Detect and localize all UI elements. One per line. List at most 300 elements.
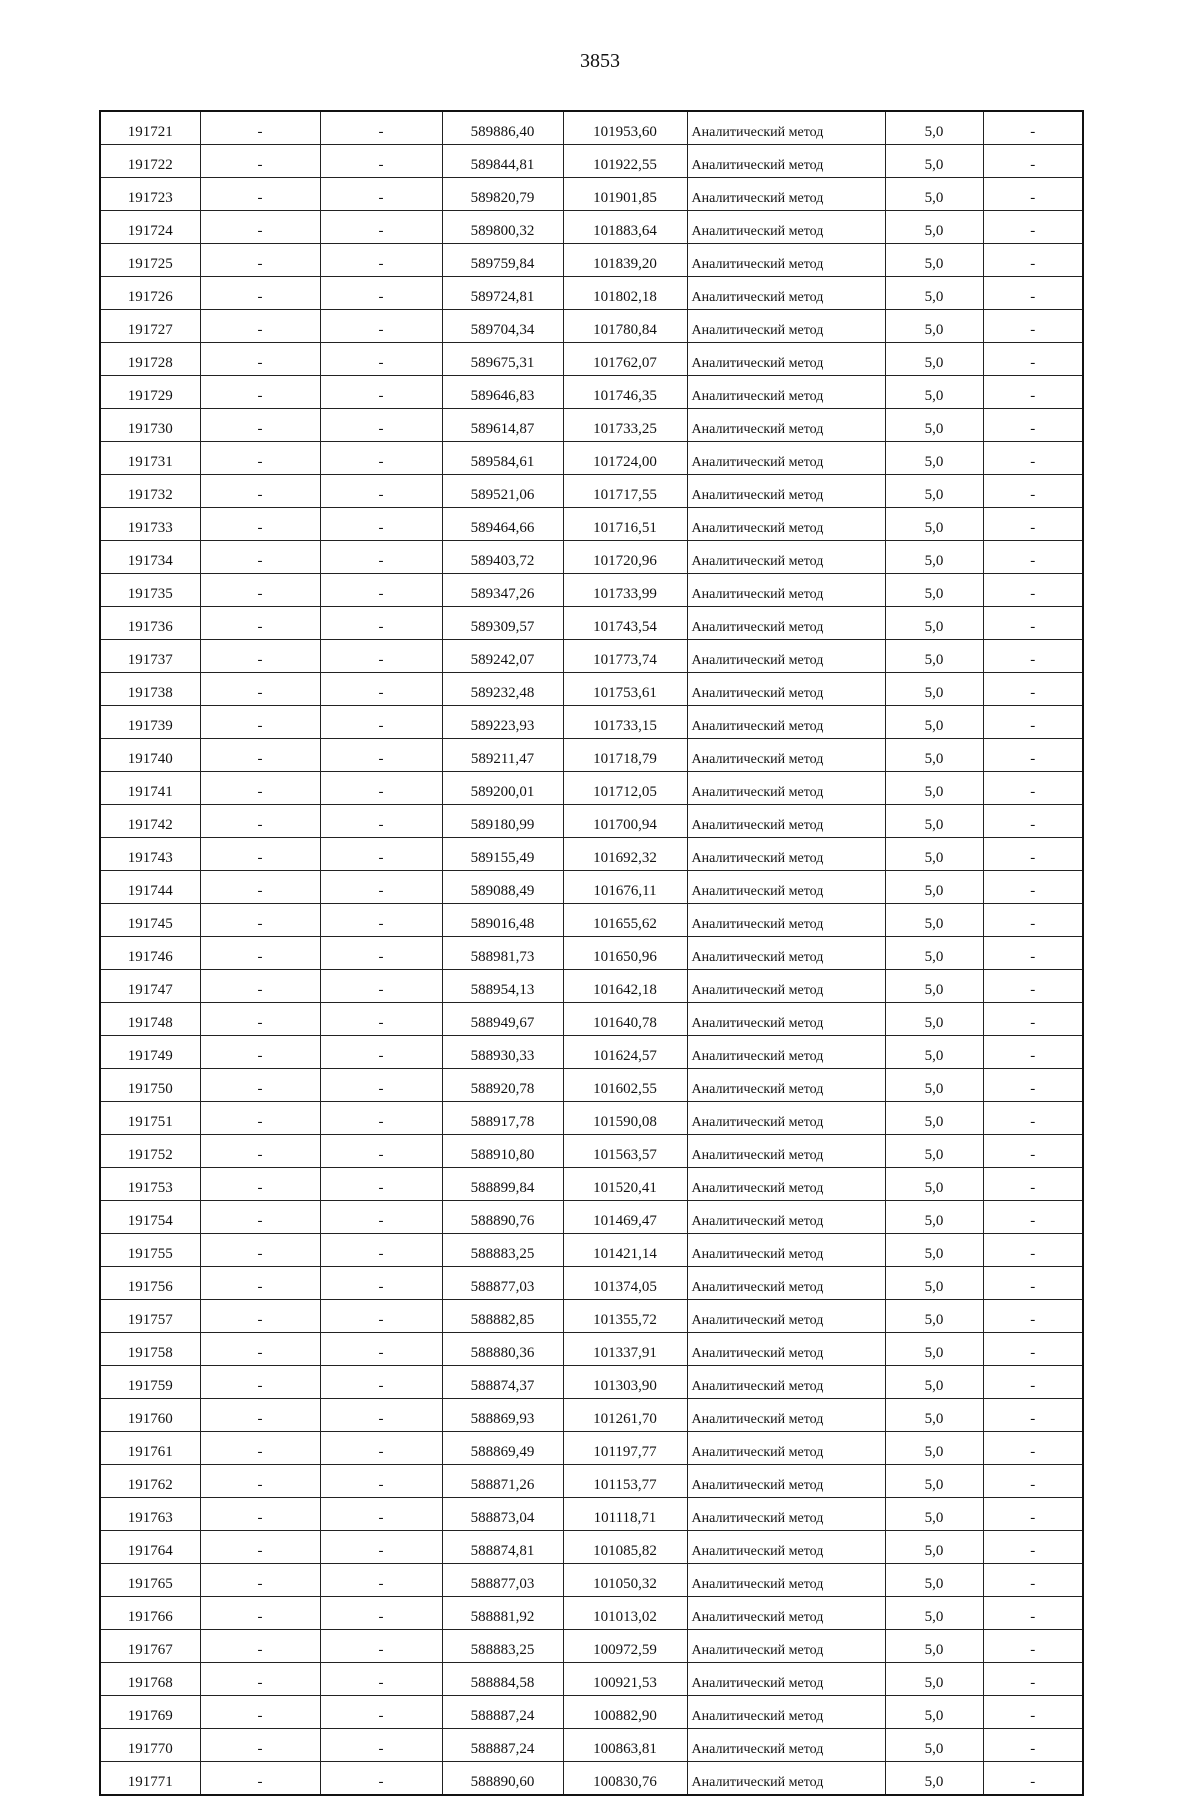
accuracy-cell: 5,0 [885,1498,983,1531]
table-row [100,1630,1083,1663]
method-cell: Аналитический метод [687,1234,885,1267]
x-coordinate-cell: 589844,81 [442,145,563,178]
point-number-cell: 191727 [100,310,200,343]
point-number-cell: 191771 [100,1762,200,1796]
empty-cell: - [983,1663,1083,1696]
empty-cell: - [320,1036,442,1069]
empty-cell: - [320,244,442,277]
accuracy-cell: 5,0 [885,1168,983,1201]
accuracy-cell: 5,0 [885,178,983,211]
y-coordinate-cell: 101197,77 [563,1432,687,1465]
empty-cell: - [320,111,442,145]
empty-cell: - [200,541,320,574]
x-coordinate-cell: 588930,33 [442,1036,563,1069]
table-row [100,1333,1083,1366]
empty-cell: - [983,1201,1083,1234]
point-number-cell: 191750 [100,1069,200,1102]
y-coordinate-cell: 101469,47 [563,1201,687,1234]
table-row [100,1069,1083,1102]
empty-cell: - [200,1366,320,1399]
point-number-cell: 191745 [100,904,200,937]
y-coordinate-cell: 101085,82 [563,1531,687,1564]
empty-cell: - [983,937,1083,970]
accuracy-cell: 5,0 [885,1465,983,1498]
x-coordinate-cell: 589584,61 [442,442,563,475]
empty-cell: - [983,673,1083,706]
accuracy-cell: 5,0 [885,211,983,244]
empty-cell: - [200,244,320,277]
x-coordinate-cell: 589232,48 [442,673,563,706]
accuracy-cell: 5,0 [885,1399,983,1432]
y-coordinate-cell: 101374,05 [563,1267,687,1300]
empty-cell: - [320,871,442,904]
accuracy-cell: 5,0 [885,1003,983,1036]
point-number-cell: 191742 [100,805,200,838]
y-coordinate-cell: 101743,54 [563,607,687,640]
empty-cell: - [200,871,320,904]
x-coordinate-cell: 588910,80 [442,1135,563,1168]
point-number-cell: 191759 [100,1366,200,1399]
empty-cell: - [200,1564,320,1597]
accuracy-cell: 5,0 [885,475,983,508]
empty-cell: - [983,376,1083,409]
empty-cell: - [200,673,320,706]
empty-cell: - [320,805,442,838]
empty-cell: - [983,1333,1083,1366]
table-row [100,409,1083,442]
empty-cell: - [200,145,320,178]
x-coordinate-cell: 588882,85 [442,1300,563,1333]
accuracy-cell: 5,0 [885,145,983,178]
x-coordinate-cell: 588920,78 [442,1069,563,1102]
empty-cell: - [200,1465,320,1498]
method-cell: Аналитический метод [687,145,885,178]
accuracy-cell: 5,0 [885,1432,983,1465]
accuracy-cell: 5,0 [885,1267,983,1300]
x-coordinate-cell: 589180,99 [442,805,563,838]
empty-cell: - [983,111,1083,145]
method-cell: Аналитический метод [687,1135,885,1168]
method-cell: Аналитический метод [687,1465,885,1498]
y-coordinate-cell: 101563,57 [563,1135,687,1168]
x-coordinate-cell: 589242,07 [442,640,563,673]
table-row [100,1102,1083,1135]
empty-cell: - [320,442,442,475]
point-number-cell: 191736 [100,607,200,640]
method-cell: Аналитический метод [687,1630,885,1663]
empty-cell: - [320,1267,442,1300]
accuracy-cell: 5,0 [885,739,983,772]
point-number-cell: 191722 [100,145,200,178]
empty-cell: - [983,1399,1083,1432]
y-coordinate-cell: 100972,59 [563,1630,687,1663]
point-number-cell: 191744 [100,871,200,904]
empty-cell: - [983,1696,1083,1729]
point-number-cell: 191725 [100,244,200,277]
accuracy-cell: 5,0 [885,805,983,838]
table-row [100,1696,1083,1729]
empty-cell: - [320,1102,442,1135]
empty-cell: - [200,1663,320,1696]
x-coordinate-cell: 589155,49 [442,838,563,871]
accuracy-cell: 5,0 [885,640,983,673]
point-number-cell: 191751 [100,1102,200,1135]
accuracy-cell: 5,0 [885,244,983,277]
accuracy-cell: 5,0 [885,1036,983,1069]
empty-cell: - [320,1333,442,1366]
empty-cell: - [320,1069,442,1102]
point-number-cell: 191743 [100,838,200,871]
empty-cell: - [983,1729,1083,1762]
method-cell: Аналитический метод [687,277,885,310]
empty-cell: - [320,1168,442,1201]
method-cell: Аналитический метод [687,904,885,937]
method-cell: Аналитический метод [687,871,885,904]
y-coordinate-cell: 100921,53 [563,1663,687,1696]
empty-cell: - [200,1036,320,1069]
x-coordinate-cell: 589200,01 [442,772,563,805]
point-number-cell: 191765 [100,1564,200,1597]
table-row [100,607,1083,640]
y-coordinate-cell: 101602,55 [563,1069,687,1102]
y-coordinate-cell: 100882,90 [563,1696,687,1729]
empty-cell: - [983,508,1083,541]
empty-cell: - [200,1201,320,1234]
point-number-cell: 191737 [100,640,200,673]
accuracy-cell: 5,0 [885,673,983,706]
empty-cell: - [983,475,1083,508]
method-cell: Аналитический метод [687,640,885,673]
table-row [100,310,1083,343]
point-number-cell: 191757 [100,1300,200,1333]
accuracy-cell: 5,0 [885,343,983,376]
table-row [100,739,1083,772]
table-row [100,1036,1083,1069]
table-row [100,706,1083,739]
accuracy-cell: 5,0 [885,1069,983,1102]
empty-cell: - [200,1729,320,1762]
table-row [100,970,1083,1003]
x-coordinate-cell: 588874,37 [442,1366,563,1399]
empty-cell: - [320,178,442,211]
accuracy-cell: 5,0 [885,376,983,409]
empty-cell: - [983,1267,1083,1300]
method-cell: Аналитический метод [687,409,885,442]
empty-cell: - [200,111,320,145]
point-number-cell: 191735 [100,574,200,607]
empty-cell: - [983,1003,1083,1036]
point-number-cell: 191767 [100,1630,200,1663]
accuracy-cell: 5,0 [885,706,983,739]
empty-cell: - [983,871,1083,904]
empty-cell: - [200,970,320,1003]
accuracy-cell: 5,0 [885,1333,983,1366]
x-coordinate-cell: 588880,36 [442,1333,563,1366]
empty-cell: - [983,1498,1083,1531]
method-cell: Аналитический метод [687,508,885,541]
empty-cell: - [983,970,1083,1003]
x-coordinate-cell: 588883,25 [442,1234,563,1267]
table-row [100,871,1083,904]
accuracy-cell: 5,0 [885,1762,983,1796]
x-coordinate-cell: 588881,92 [442,1597,563,1630]
empty-cell: - [320,1135,442,1168]
y-coordinate-cell: 101337,91 [563,1333,687,1366]
table-row [100,1564,1083,1597]
y-coordinate-cell: 101901,85 [563,178,687,211]
method-cell: Аналитический метод [687,310,885,343]
y-coordinate-cell: 101153,77 [563,1465,687,1498]
empty-cell: - [320,1003,442,1036]
empty-cell: - [983,1531,1083,1564]
accuracy-cell: 5,0 [885,904,983,937]
empty-cell: - [320,1597,442,1630]
y-coordinate-cell: 101640,78 [563,1003,687,1036]
empty-cell: - [320,1696,442,1729]
x-coordinate-cell: 588873,04 [442,1498,563,1531]
method-cell: Аналитический метод [687,1498,885,1531]
method-cell: Аналитический метод [687,1399,885,1432]
method-cell: Аналитический метод [687,1333,885,1366]
empty-cell: - [200,937,320,970]
y-coordinate-cell: 101753,61 [563,673,687,706]
method-cell: Аналитический метод [687,1531,885,1564]
empty-cell: - [983,904,1083,937]
x-coordinate-cell: 588890,76 [442,1201,563,1234]
x-coordinate-cell: 589675,31 [442,343,563,376]
method-cell: Аналитический метод [687,970,885,1003]
empty-cell: - [200,1432,320,1465]
empty-cell: - [320,838,442,871]
method-cell: Аналитический метод [687,1300,885,1333]
table-row [100,111,1083,145]
y-coordinate-cell: 101642,18 [563,970,687,1003]
table-row [100,1663,1083,1696]
point-number-cell: 191770 [100,1729,200,1762]
y-coordinate-cell: 101692,32 [563,838,687,871]
empty-cell: - [320,310,442,343]
table-row [100,343,1083,376]
x-coordinate-cell: 589614,87 [442,409,563,442]
accuracy-cell: 5,0 [885,508,983,541]
empty-cell: - [983,244,1083,277]
x-coordinate-cell: 588877,03 [442,1267,563,1300]
method-cell: Аналитический метод [687,1762,885,1796]
x-coordinate-cell: 588949,67 [442,1003,563,1036]
accuracy-cell: 5,0 [885,970,983,1003]
point-number-cell: 191729 [100,376,200,409]
x-coordinate-cell: 588877,03 [442,1564,563,1597]
method-cell: Аналитический метод [687,111,885,145]
method-cell: Аналитический метод [687,1366,885,1399]
accuracy-cell: 5,0 [885,1234,983,1267]
empty-cell: - [320,1399,442,1432]
accuracy-cell: 5,0 [885,1531,983,1564]
table-row [100,442,1083,475]
empty-cell: - [983,1069,1083,1102]
empty-cell: - [320,475,442,508]
x-coordinate-cell: 588884,58 [442,1663,563,1696]
method-cell: Аналитический метод [687,937,885,970]
empty-cell: - [200,1399,320,1432]
y-coordinate-cell: 101922,55 [563,145,687,178]
empty-cell: - [320,1201,442,1234]
empty-cell: - [200,376,320,409]
method-cell: Аналитический метод [687,244,885,277]
accuracy-cell: 5,0 [885,1696,983,1729]
x-coordinate-cell: 589016,48 [442,904,563,937]
empty-cell: - [983,442,1083,475]
x-coordinate-cell: 588981,73 [442,937,563,970]
table-row [100,1135,1083,1168]
method-cell: Аналитический метод [687,1102,885,1135]
y-coordinate-cell: 101733,15 [563,706,687,739]
empty-cell: - [200,1630,320,1663]
empty-cell: - [200,739,320,772]
empty-cell: - [320,970,442,1003]
empty-cell: - [200,1300,320,1333]
point-number-cell: 191760 [100,1399,200,1432]
table-row [100,541,1083,574]
y-coordinate-cell: 101624,57 [563,1036,687,1069]
empty-cell: - [320,277,442,310]
x-coordinate-cell: 588874,81 [442,1531,563,1564]
table-row [100,1531,1083,1564]
accuracy-cell: 5,0 [885,310,983,343]
empty-cell: - [200,277,320,310]
table-body [100,111,1083,1795]
empty-cell: - [200,178,320,211]
empty-cell: - [200,838,320,871]
empty-cell: - [320,1432,442,1465]
empty-cell: - [983,1762,1083,1796]
accuracy-cell: 5,0 [885,442,983,475]
method-cell: Аналитический метод [687,805,885,838]
empty-cell: - [320,904,442,937]
x-coordinate-cell: 588887,24 [442,1696,563,1729]
table-row [100,805,1083,838]
y-coordinate-cell: 101520,41 [563,1168,687,1201]
empty-cell: - [200,508,320,541]
table-row [100,376,1083,409]
method-cell: Аналитический метод [687,1729,885,1762]
x-coordinate-cell: 589309,57 [442,607,563,640]
empty-cell: - [200,475,320,508]
empty-cell: - [200,1498,320,1531]
table-row [100,1762,1083,1796]
empty-cell: - [983,739,1083,772]
empty-cell: - [200,343,320,376]
x-coordinate-cell: 589724,81 [442,277,563,310]
table-row [100,1399,1083,1432]
point-number-cell: 191734 [100,541,200,574]
empty-cell: - [320,376,442,409]
point-number-cell: 191753 [100,1168,200,1201]
accuracy-cell: 5,0 [885,574,983,607]
point-number-cell: 191749 [100,1036,200,1069]
y-coordinate-cell: 100863,81 [563,1729,687,1762]
y-coordinate-cell: 101013,02 [563,1597,687,1630]
accuracy-cell: 5,0 [885,1663,983,1696]
table-row [100,277,1083,310]
method-cell: Аналитический метод [687,1564,885,1597]
table-row [100,1267,1083,1300]
empty-cell: - [200,442,320,475]
x-coordinate-cell: 589759,84 [442,244,563,277]
point-number-cell: 191754 [100,1201,200,1234]
table-row [100,1201,1083,1234]
accuracy-cell: 5,0 [885,607,983,640]
method-cell: Аналитический метод [687,1168,885,1201]
y-coordinate-cell: 101650,96 [563,937,687,970]
empty-cell: - [200,211,320,244]
point-number-cell: 191747 [100,970,200,1003]
x-coordinate-cell: 589223,93 [442,706,563,739]
coordinates-table [99,110,1084,1796]
empty-cell: - [320,1465,442,1498]
x-coordinate-cell: 588871,26 [442,1465,563,1498]
table-row [100,904,1083,937]
method-cell: Аналитический метод [687,1696,885,1729]
empty-cell: - [200,1102,320,1135]
empty-cell: - [983,277,1083,310]
method-cell: Аналитический метод [687,1003,885,1036]
y-coordinate-cell: 100830,76 [563,1762,687,1796]
empty-cell: - [200,574,320,607]
accuracy-cell: 5,0 [885,1135,983,1168]
x-coordinate-cell: 589403,72 [442,541,563,574]
point-number-cell: 191746 [100,937,200,970]
empty-cell: - [200,1135,320,1168]
table-row [100,574,1083,607]
method-cell: Аналитический метод [687,1663,885,1696]
empty-cell: - [983,1366,1083,1399]
y-coordinate-cell: 101676,11 [563,871,687,904]
x-coordinate-cell: 588869,49 [442,1432,563,1465]
method-cell: Аналитический метод [687,1597,885,1630]
x-coordinate-cell: 589088,49 [442,871,563,904]
empty-cell: - [983,1300,1083,1333]
method-cell: Аналитический метод [687,1201,885,1234]
accuracy-cell: 5,0 [885,111,983,145]
empty-cell: - [320,1564,442,1597]
x-coordinate-cell: 589521,06 [442,475,563,508]
point-number-cell: 191721 [100,111,200,145]
point-number-cell: 191738 [100,673,200,706]
point-number-cell: 191761 [100,1432,200,1465]
x-coordinate-cell: 588883,25 [442,1630,563,1663]
empty-cell: - [983,211,1083,244]
empty-cell: - [320,1630,442,1663]
y-coordinate-cell: 101421,14 [563,1234,687,1267]
empty-cell: - [320,1729,442,1762]
empty-cell: - [983,145,1083,178]
empty-cell: - [320,739,442,772]
empty-cell: - [320,1498,442,1531]
method-cell: Аналитический метод [687,607,885,640]
y-coordinate-cell: 101720,96 [563,541,687,574]
table-row [100,838,1083,871]
x-coordinate-cell: 588954,13 [442,970,563,1003]
y-coordinate-cell: 101712,05 [563,772,687,805]
method-cell: Аналитический метод [687,1069,885,1102]
accuracy-cell: 5,0 [885,277,983,310]
accuracy-cell: 5,0 [885,409,983,442]
empty-cell: - [983,1234,1083,1267]
empty-cell: - [200,1531,320,1564]
empty-cell: - [983,1168,1083,1201]
empty-cell: - [200,1597,320,1630]
